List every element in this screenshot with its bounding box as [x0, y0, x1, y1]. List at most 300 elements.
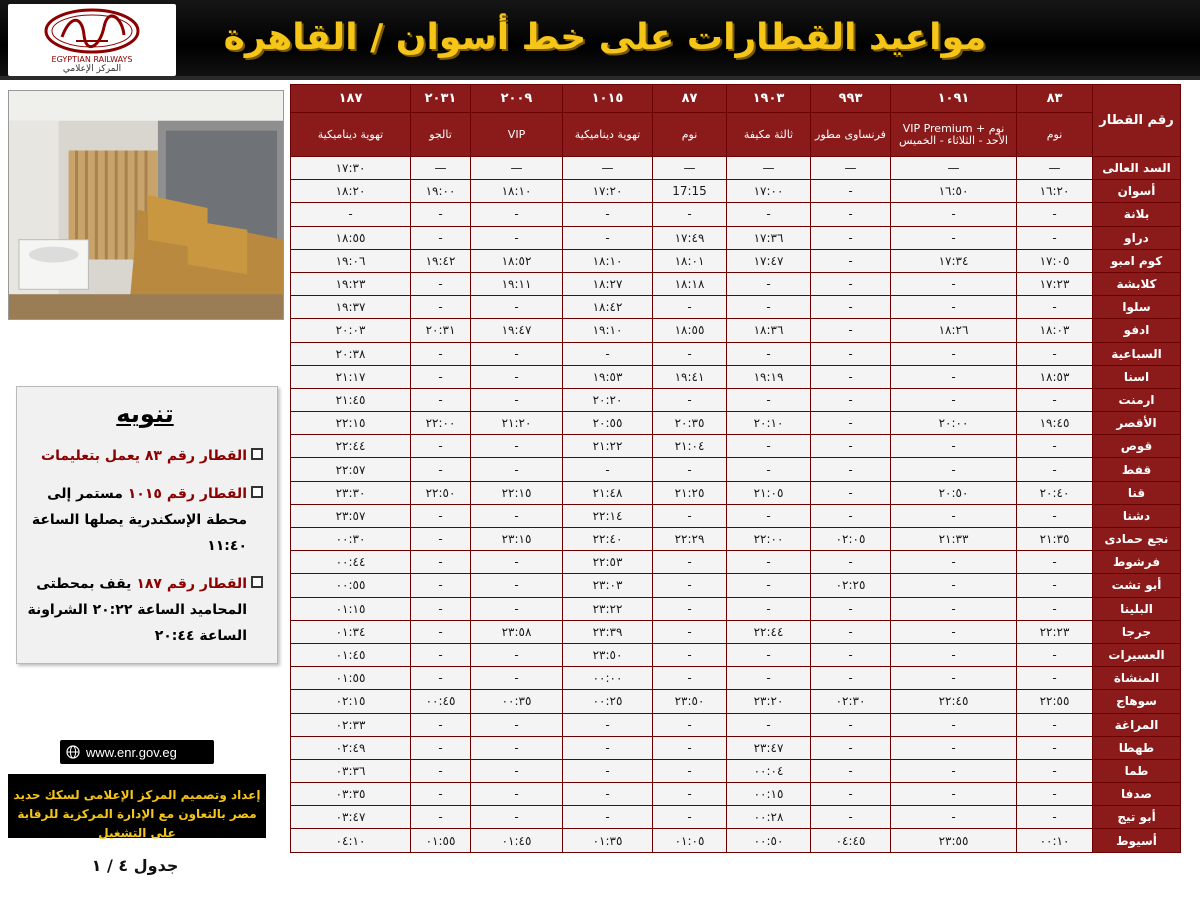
departure-time-cell: - — [653, 736, 727, 759]
station-name: طما — [1093, 759, 1181, 782]
departure-time-cell: - — [563, 806, 653, 829]
departure-time-cell: - — [653, 458, 727, 481]
departure-time-cell: - — [411, 272, 471, 295]
departure-time-cell: - — [653, 713, 727, 736]
checkbox-icon — [251, 576, 263, 588]
departure-time-cell: - — [811, 342, 891, 365]
departure-time-cell: ٢٢:٥٧ — [291, 458, 411, 481]
departure-time-cell: ٢١:٢٠ — [471, 412, 563, 435]
departure-time-cell: ٠٠:٥٠ — [727, 829, 811, 852]
station-name: أبو تشت — [1093, 574, 1181, 597]
departure-time-cell: - — [471, 342, 563, 365]
departure-time-cell: ٢١:٠٤ — [653, 435, 727, 458]
station-name: كوم امبو — [1093, 249, 1181, 272]
departure-time-cell: ٠٢:١٥ — [291, 690, 411, 713]
departure-time-cell: ٢٠:٣٨ — [291, 342, 411, 365]
train-number-header: ٢٠٣١ — [411, 85, 471, 113]
schedule-body — [291, 157, 1181, 853]
departure-time-cell: - — [891, 759, 1017, 782]
departure-time-cell: ٠٣:٤٧ — [291, 806, 411, 829]
train-number-header: ٨٧ — [653, 85, 727, 113]
table-row — [291, 203, 1181, 226]
train-number-header: ٨٣ — [1017, 85, 1093, 113]
departure-time-cell: - — [471, 388, 563, 411]
departure-time-cell: — — [811, 157, 891, 180]
station-name: البلينا — [1093, 597, 1181, 620]
notice-title: تنويه — [116, 400, 174, 428]
notice-prefix: القطار رقم — [161, 448, 247, 464]
departure-time-cell: ٠٤:١٠ — [291, 829, 411, 852]
departure-time-cell: - — [891, 203, 1017, 226]
table-row — [291, 528, 1181, 551]
station-name: سوهاج — [1093, 690, 1181, 713]
departure-time-cell: - — [471, 713, 563, 736]
departure-time-cell: ١٨:٠٣ — [1017, 319, 1093, 342]
departure-time-cell: ٠٣:٣٦ — [291, 759, 411, 782]
train-number-corner: رقم القطار — [1093, 85, 1181, 157]
station-name: فرشوط — [1093, 551, 1181, 574]
departure-time-cell: - — [811, 481, 891, 504]
departure-time-cell: - — [411, 597, 471, 620]
departure-time-cell: ٠٠:٥٥ — [291, 574, 411, 597]
departure-time-cell: — — [1017, 157, 1093, 180]
table-row — [291, 504, 1181, 527]
checkbox-icon — [251, 486, 263, 498]
departure-time-cell: - — [471, 759, 563, 782]
departure-time-cell: - — [653, 620, 727, 643]
departure-time-cell: ٢٢:٠٠ — [411, 412, 471, 435]
departure-time-cell: ١٩:٤٧ — [471, 319, 563, 342]
departure-time-cell: - — [1017, 597, 1093, 620]
departure-time-cell: ٠١:٠٥ — [653, 829, 727, 852]
notice-train-number: ١٠١٥ — [127, 486, 162, 502]
train-type-header: تهوية ديناميكية — [563, 113, 653, 157]
header-banner — [0, 0, 1200, 80]
departure-time-cell: ٢٣:٥٧ — [291, 504, 411, 527]
departure-time-cell: - — [727, 435, 811, 458]
departure-time-cell: ١٩:٤٥ — [1017, 412, 1093, 435]
departure-time-cell: - — [1017, 435, 1093, 458]
departure-time-cell: ٠١:٥٥ — [291, 667, 411, 690]
station-name: طهطا — [1093, 736, 1181, 759]
station-name: قفط — [1093, 458, 1181, 481]
departure-time-cell: ٢٢:٤٤ — [291, 435, 411, 458]
table-row — [291, 412, 1181, 435]
departure-time-cell: ٢٢:١٥ — [471, 481, 563, 504]
station-name: ادفو — [1093, 319, 1181, 342]
departure-time-cell: - — [1017, 806, 1093, 829]
table-row — [291, 435, 1181, 458]
train-interior-photo — [8, 90, 284, 320]
departure-time-cell: ١٩:٤١ — [653, 365, 727, 388]
departure-time-cell: - — [811, 296, 891, 319]
departure-time-cell: - — [727, 574, 811, 597]
train-number-header: ١٠١٥ — [563, 85, 653, 113]
departure-time-cell: - — [727, 272, 811, 295]
departure-time-cell: - — [891, 713, 1017, 736]
departure-time-cell: ١٨:١٠ — [471, 180, 563, 203]
departure-time-cell: ٠٠:٢٥ — [563, 690, 653, 713]
schedule-grid — [290, 84, 1181, 853]
departure-time-cell: ٢٢:١٥ — [291, 412, 411, 435]
train-number-header: ١٨٧ — [291, 85, 411, 113]
departure-time-cell: - — [471, 551, 563, 574]
departure-time-cell: - — [563, 759, 653, 782]
departure-time-cell: - — [727, 458, 811, 481]
departure-time-cell: - — [471, 504, 563, 527]
notice-suffix: يعمل بتعليمات — [41, 448, 145, 464]
departure-time-cell: - — [653, 643, 727, 666]
departure-time-cell: - — [653, 342, 727, 365]
departure-time-cell: ٢٢:٥٣ — [563, 551, 653, 574]
train-schedule-table — [290, 84, 1180, 896]
departure-time-cell: - — [727, 504, 811, 527]
departure-time-cell: ١٧:٤٩ — [653, 226, 727, 249]
departure-time-cell: ٠٣:٣٥ — [291, 783, 411, 806]
departure-time-cell: - — [727, 296, 811, 319]
departure-time-cell: ١٨:٣٦ — [727, 319, 811, 342]
station-name: صدفا — [1093, 783, 1181, 806]
departure-time-cell: ٢٢:٢٩ — [653, 528, 727, 551]
departure-time-cell: - — [411, 806, 471, 829]
departure-time-cell: - — [891, 597, 1017, 620]
train-number-header: ٩٩٣ — [811, 85, 891, 113]
table-row — [291, 388, 1181, 411]
departure-time-cell: ٢٢:٥٥ — [1017, 690, 1093, 713]
departure-time-cell: ٠٠:٠٠ — [563, 667, 653, 690]
departure-time-cell: - — [471, 365, 563, 388]
departure-time-cell: ٢٣:١٥ — [471, 528, 563, 551]
departure-time-cell: - — [811, 759, 891, 782]
notice-prefix: القطار رقم — [161, 486, 247, 502]
departure-time-cell: ١٨:٢٦ — [891, 319, 1017, 342]
departure-time-cell: - — [653, 296, 727, 319]
departure-time-cell: ٢١:٢٢ — [563, 435, 653, 458]
station-name: أسيوط — [1093, 829, 1181, 852]
departure-time-cell: - — [891, 435, 1017, 458]
station-name: العسيرات — [1093, 643, 1181, 666]
table-row — [291, 458, 1181, 481]
departure-time-cell: ٠٠:٣٠ — [291, 528, 411, 551]
departure-time-cell: - — [811, 365, 891, 388]
departure-time-cell: ٢٠:٢٠ — [563, 388, 653, 411]
departure-time-cell: - — [411, 504, 471, 527]
departure-time-cell: - — [891, 388, 1017, 411]
departure-time-cell: - — [653, 759, 727, 782]
departure-time-cell: ٢٣:٥٠ — [653, 690, 727, 713]
departure-time-cell: ٢٣:٥٥ — [891, 829, 1017, 852]
departure-time-cell: - — [563, 226, 653, 249]
departure-time-cell: ٠١:٣٥ — [563, 829, 653, 852]
departure-time-cell: ١٦:٢٠ — [1017, 180, 1093, 203]
departure-time-cell: ٠٠:٣٥ — [471, 690, 563, 713]
train-number-header: ١٩٠٣ — [727, 85, 811, 113]
departure-time-cell: ١٩:٤٢ — [411, 249, 471, 272]
departure-time-cell: ٠٠:٠٤ — [727, 759, 811, 782]
departure-time-cell: ١٩:٠٦ — [291, 249, 411, 272]
departure-time-cell: - — [1017, 713, 1093, 736]
departure-time-cell: - — [891, 296, 1017, 319]
departure-time-cell: - — [471, 435, 563, 458]
departure-time-cell: - — [563, 736, 653, 759]
departure-time-cell: - — [1017, 342, 1093, 365]
departure-time-cell: - — [411, 435, 471, 458]
website-link[interactable] — [60, 740, 214, 764]
departure-time-cell: - — [471, 226, 563, 249]
departure-time-cell: - — [1017, 759, 1093, 782]
departure-time-cell: - — [563, 713, 653, 736]
departure-time-cell: - — [811, 249, 891, 272]
notice-suffix: مستمر إلى محطة الإسكندرية يصلها الساعة ١١:٤٠ — [31, 486, 247, 554]
departure-time-cell: ٢٠:٠٠ — [891, 412, 1017, 435]
departure-time-cell: — — [411, 157, 471, 180]
departure-time-cell: ٢٠:٥٥ — [563, 412, 653, 435]
train-type-header: فرنساوى مطور — [811, 113, 891, 157]
departure-time-cell: — — [727, 157, 811, 180]
departure-time-cell: - — [1017, 643, 1093, 666]
departure-time-cell: - — [471, 597, 563, 620]
departure-time-cell: - — [811, 180, 891, 203]
departure-time-cell: - — [411, 783, 471, 806]
departure-time-cell: - — [811, 458, 891, 481]
departure-time-cell: ١٧:٣٠ — [291, 157, 411, 180]
train-type-header: نوم — [1017, 113, 1093, 157]
station-name: كلابشة — [1093, 272, 1181, 295]
departure-time-cell: - — [727, 342, 811, 365]
page-title: مواعيد القطارات على خط أسوان / القاهرة — [223, 17, 987, 58]
table-row — [291, 551, 1181, 574]
website-url: www.enr.gov.eg — [86, 744, 177, 760]
station-name: دراو — [1093, 226, 1181, 249]
departure-time-cell: ٢١:٤٨ — [563, 481, 653, 504]
departure-time-cell: ٢٢:٤٤ — [727, 620, 811, 643]
notice-prefix: القطار رقم — [161, 576, 247, 592]
departure-time-cell: ٢٢:٤٠ — [563, 528, 653, 551]
departure-time-cell: - — [411, 643, 471, 666]
departure-time-cell: - — [411, 203, 471, 226]
departure-time-cell: ١٨:٢٠ — [291, 180, 411, 203]
departure-time-cell: ١٩:٠٠ — [411, 180, 471, 203]
departure-time-cell: - — [811, 783, 891, 806]
table-page-number: جدول ٤ / ١ — [91, 856, 179, 875]
station-name: نجع حمادى — [1093, 528, 1181, 551]
departure-time-cell: - — [811, 203, 891, 226]
departure-time-cell: ١٩:٥٣ — [563, 365, 653, 388]
table-row — [291, 342, 1181, 365]
departure-time-cell: - — [411, 365, 471, 388]
station-name: بلانة — [1093, 203, 1181, 226]
table-row — [291, 736, 1181, 759]
departure-time-cell: - — [891, 551, 1017, 574]
departure-time-cell: — — [653, 157, 727, 180]
station-name: قوص — [1093, 435, 1181, 458]
departure-time-cell: ٢٢:٥٠ — [411, 481, 471, 504]
train-type-row — [291, 113, 1181, 157]
departure-time-cell: - — [1017, 388, 1093, 411]
departure-time-cell: - — [411, 574, 471, 597]
table-row — [291, 481, 1181, 504]
departure-time-cell: - — [811, 319, 891, 342]
station-name: جرجا — [1093, 620, 1181, 643]
departure-time-cell: ١٧:٠٥ — [1017, 249, 1093, 272]
logo-text: EGYPTIAN RAILWAYS — [51, 54, 133, 64]
departure-time-cell: ٢٣:٥٨ — [471, 620, 563, 643]
departure-time-cell: ٢٣:٣٩ — [563, 620, 653, 643]
notice-text — [27, 571, 247, 649]
departure-time-cell: ١٩:١٩ — [727, 365, 811, 388]
departure-time-cell: ٢١:٢٥ — [653, 481, 727, 504]
departure-time-cell: - — [811, 412, 891, 435]
departure-time-cell: - — [727, 551, 811, 574]
departure-time-cell: ٢١:٣٣ — [891, 528, 1017, 551]
train-number-row — [291, 85, 1181, 113]
departure-time-cell: - — [727, 388, 811, 411]
departure-time-cell: - — [471, 806, 563, 829]
departure-time-cell: - — [891, 342, 1017, 365]
departure-time-cell: ٠٢:٣٠ — [811, 690, 891, 713]
notice-item — [27, 481, 263, 559]
station-name: السباعية — [1093, 342, 1181, 365]
departure-time-cell: ٢٢:٠٠ — [727, 528, 811, 551]
departure-time-cell: - — [653, 597, 727, 620]
departure-time-cell: ٠٠:٢٨ — [727, 806, 811, 829]
departure-time-cell: - — [471, 574, 563, 597]
train-cabin-image — [9, 91, 283, 319]
departure-time-cell: ٢٣:٠٣ — [563, 574, 653, 597]
departure-time-cell: ١٧:٠٠ — [727, 180, 811, 203]
departure-time-cell: ٢٢:٢٣ — [1017, 620, 1093, 643]
departure-time-cell: - — [727, 597, 811, 620]
departure-time-cell: - — [653, 504, 727, 527]
departure-time-cell: - — [411, 296, 471, 319]
departure-time-cell: - — [811, 226, 891, 249]
departure-time-cell: - — [291, 203, 411, 226]
departure-time-cell: - — [563, 342, 653, 365]
departure-time-cell: - — [891, 643, 1017, 666]
table-row — [291, 667, 1181, 690]
departure-time-cell: - — [411, 551, 471, 574]
departure-time-cell: ٢٣:٢٠ — [727, 690, 811, 713]
departure-time-cell: ٠١:٤٥ — [291, 643, 411, 666]
departure-time-cell: - — [1017, 667, 1093, 690]
departure-time-cell: - — [891, 736, 1017, 759]
departure-time-cell: ٢٣:٤٧ — [727, 736, 811, 759]
train-number-header: ١٠٩١ — [891, 85, 1017, 113]
table-row — [291, 574, 1181, 597]
train-type-header: نوم + VIP Premium الأحد - الثلاثاء - الخميس — [891, 113, 1017, 157]
departure-time-cell: ٠٢:٢٥ — [811, 574, 891, 597]
departure-time-cell: ٠٢:٠٥ — [811, 528, 891, 551]
table-row — [291, 643, 1181, 666]
table-row — [291, 272, 1181, 295]
departure-time-cell: ٢١:١٧ — [291, 365, 411, 388]
train-number-header: ٢٠٠٩ — [471, 85, 563, 113]
departure-time-cell: - — [1017, 296, 1093, 319]
table-row — [291, 226, 1181, 249]
train-type-header: نوم — [653, 113, 727, 157]
departure-time-cell: ١٨:٥٣ — [1017, 365, 1093, 388]
departure-time-cell: ٢٢:١٤ — [563, 504, 653, 527]
departure-time-cell: — — [471, 157, 563, 180]
departure-time-cell: ١٨:١٠ — [563, 249, 653, 272]
departure-time-cell: ٢٠:٣١ — [411, 319, 471, 342]
departure-time-cell: - — [811, 643, 891, 666]
departure-time-cell: - — [811, 736, 891, 759]
departure-time-cell: - — [653, 783, 727, 806]
departure-time-cell: - — [471, 783, 563, 806]
table-row — [291, 249, 1181, 272]
globe-icon — [66, 745, 80, 759]
departure-time-cell: ١٧:٢٠ — [563, 180, 653, 203]
checkbox-icon — [251, 448, 263, 460]
departure-time-cell: ١٨:٥٥ — [653, 319, 727, 342]
departure-time-cell: ٠٢:٣٣ — [291, 713, 411, 736]
departure-time-cell: - — [471, 736, 563, 759]
departure-time-cell: ٢٣:٥٠ — [563, 643, 653, 666]
departure-time-cell: - — [411, 667, 471, 690]
departure-time-cell: ٠٠:١٠ — [1017, 829, 1093, 852]
departure-time-cell: ٠٠:١٥ — [727, 783, 811, 806]
departure-time-cell: - — [891, 226, 1017, 249]
table-row — [291, 829, 1181, 852]
departure-time-cell: ١٨:٠١ — [653, 249, 727, 272]
notice-item — [27, 443, 263, 469]
notice-box — [16, 386, 278, 664]
departure-time-cell: - — [411, 226, 471, 249]
departure-time-cell: - — [653, 388, 727, 411]
station-name: المنشاة — [1093, 667, 1181, 690]
departure-time-cell: - — [1017, 203, 1093, 226]
notice-text — [41, 443, 247, 469]
departure-time-cell: - — [1017, 226, 1093, 249]
departure-time-cell: ١٩:١١ — [471, 272, 563, 295]
table-row — [291, 296, 1181, 319]
departure-time-cell: - — [471, 643, 563, 666]
table-row — [291, 713, 1181, 736]
station-name: أبو تيج — [1093, 806, 1181, 829]
departure-time-cell: - — [891, 272, 1017, 295]
departure-time-cell: - — [471, 667, 563, 690]
table-row — [291, 365, 1181, 388]
departure-time-cell: ٢١:٠٥ — [727, 481, 811, 504]
departure-time-cell: - — [653, 667, 727, 690]
departure-time-cell: - — [811, 272, 891, 295]
departure-time-cell: ٠٠:٤٤ — [291, 551, 411, 574]
station-name: اسنا — [1093, 365, 1181, 388]
table-row — [291, 157, 1181, 180]
departure-time-cell: - — [411, 388, 471, 411]
train-type-header: ثالثة مكيفة — [727, 113, 811, 157]
departure-time-cell: - — [891, 574, 1017, 597]
station-name: ارمنت — [1093, 388, 1181, 411]
logo-subtext: المركز الإعلامي — [62, 63, 122, 74]
departure-time-cell: ١٧:٣٤ — [891, 249, 1017, 272]
departure-time-cell: ١٧:٣٦ — [727, 226, 811, 249]
departure-time-cell: ٠٢:٤٩ — [291, 736, 411, 759]
departure-time-cell: ٢٣:٢٢ — [563, 597, 653, 620]
departure-time-cell: - — [653, 203, 727, 226]
table-row — [291, 620, 1181, 643]
departure-time-cell: - — [811, 620, 891, 643]
table-row — [291, 690, 1181, 713]
departure-time-cell: ١٦:٥٠ — [891, 180, 1017, 203]
departure-time-cell: - — [891, 806, 1017, 829]
departure-time-cell: ٢٠:٠٣ — [291, 319, 411, 342]
departure-time-cell: - — [563, 458, 653, 481]
departure-time-cell: - — [891, 365, 1017, 388]
departure-time-cell: - — [411, 528, 471, 551]
departure-time-cell: - — [727, 203, 811, 226]
